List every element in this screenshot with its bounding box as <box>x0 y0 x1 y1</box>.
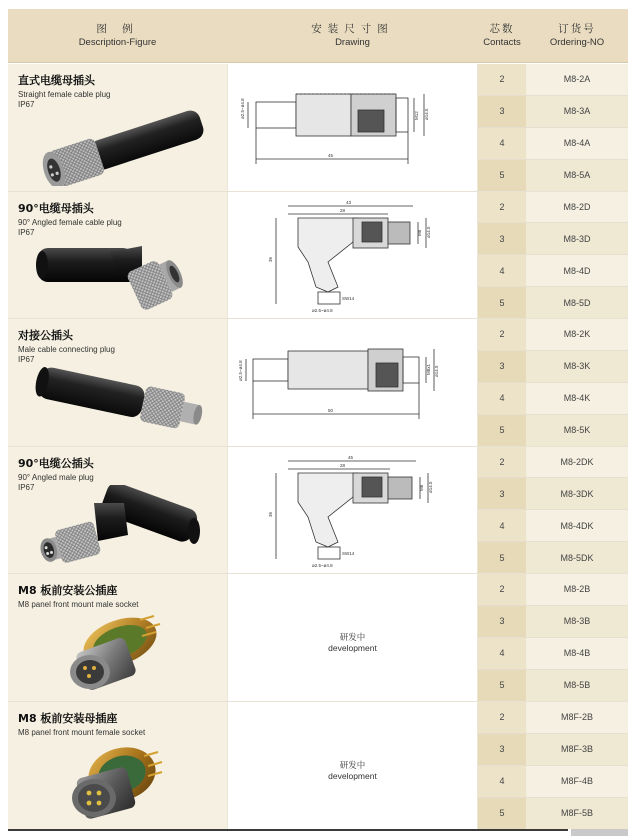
order-cells <box>478 574 628 701</box>
product-title-cn: 90°电缆母插头 <box>18 201 94 215</box>
dim-cable: ø2.5~ø4.8 <box>240 98 245 119</box>
order-number-cell: M8-4A <box>526 128 628 159</box>
contacts-cell: 3 <box>478 223 526 254</box>
drawing-angled-male <box>228 447 477 574</box>
order-number-cell: M8-3DK <box>526 478 628 509</box>
order-cells <box>478 319 628 446</box>
product-description <box>8 319 227 446</box>
order-cells <box>478 447 628 574</box>
angled-female-plug-image <box>30 232 210 316</box>
header-drawing <box>227 9 478 62</box>
order-number-cell: M8-3D <box>526 223 628 254</box>
product-description <box>8 574 227 701</box>
panel-male-socket-image <box>58 610 178 698</box>
order-number-cell: M8-3A <box>526 96 628 127</box>
dim-wrench: SW14 <box>342 550 355 556</box>
header-contacts <box>478 9 526 62</box>
dim-cable: ø2.5~ø4.8 <box>312 562 333 568</box>
table-header <box>8 9 628 63</box>
table-row <box>478 128 628 160</box>
technical-drawing <box>227 447 478 574</box>
table-row <box>478 574 628 606</box>
table-row <box>478 160 628 191</box>
product-rating: IP67 <box>18 482 35 492</box>
contacts-cell: 5 <box>478 542 526 573</box>
header-description-cn: 图 例 <box>96 22 139 35</box>
dim-width: 45 <box>348 454 354 460</box>
product-description <box>8 447 227 574</box>
dim-thread: M8x1 <box>426 363 431 375</box>
order-number-cell: M8-5A <box>526 160 628 191</box>
product-rating: IP67 <box>18 227 35 237</box>
contacts-cell: 2 <box>478 447 526 478</box>
order-number-cell: M8-3K <box>526 351 628 382</box>
technical-drawing <box>227 319 478 446</box>
table-row <box>478 64 628 96</box>
dim-width: 43 <box>346 199 352 205</box>
contacts-cell: 4 <box>478 510 526 541</box>
order-cells <box>478 192 628 319</box>
contacts-cell: 2 <box>478 319 526 350</box>
drawing-placeholder <box>227 702 478 830</box>
order-cells <box>478 702 628 830</box>
header-description-en: Description-Figure <box>78 36 157 48</box>
header-drawing-en: Drawing <box>335 36 370 48</box>
header-contacts-en: Contacts <box>483 36 521 48</box>
table-row <box>478 766 628 798</box>
product-title-en: Male cable connecting plug <box>18 345 115 354</box>
table-row <box>478 223 628 255</box>
product-title-cn: M8 板前安装公插座 <box>18 584 118 597</box>
table-row <box>478 383 628 415</box>
table-row <box>478 287 628 318</box>
dim-length: 45 <box>328 153 334 158</box>
product-title-cn: 90°电缆公插头 <box>18 456 94 470</box>
table-row <box>478 606 628 638</box>
contacts-cell: 3 <box>478 734 526 765</box>
contacts-cell: 5 <box>478 798 526 829</box>
product-description <box>8 702 227 830</box>
development-note-en: development <box>328 770 377 781</box>
contacts-cell: 2 <box>478 702 526 733</box>
order-number-cell: M8-3B <box>526 606 628 637</box>
order-number-cell: M8-4D <box>526 255 628 286</box>
table-row <box>478 670 628 701</box>
drawing-placeholder <box>227 574 478 701</box>
dim-thread: M12 <box>414 111 419 120</box>
contacts-cell: 2 <box>478 574 526 605</box>
header-contacts-cn: 芯数 <box>489 22 515 35</box>
contacts-cell: 4 <box>478 766 526 797</box>
development-note-cn: 研发中 <box>339 759 366 770</box>
table-row <box>478 734 628 766</box>
straight-female-plug-image <box>30 106 220 186</box>
header-drawing-cn: 安装尺寸图 <box>311 22 394 35</box>
order-number-cell: M8-4B <box>526 638 628 669</box>
dim-diameter: ø14.5 <box>426 225 431 238</box>
drawing-straight-female <box>228 64 477 191</box>
table-row <box>478 478 628 510</box>
table-row <box>478 415 628 446</box>
contacts-cell: 3 <box>478 96 526 127</box>
technical-drawing <box>227 64 478 191</box>
contacts-cell: 3 <box>478 606 526 637</box>
order-number-cell: M8-2K <box>526 319 628 350</box>
table-row <box>478 255 628 287</box>
panel-female-socket-image <box>58 738 178 826</box>
dim-diameter: ø14.5 <box>424 108 429 120</box>
contacts-cell: 5 <box>478 287 526 318</box>
contacts-cell: 4 <box>478 255 526 286</box>
dim-thread: M8 <box>417 229 422 236</box>
product-rating: IP67 <box>18 355 35 364</box>
dim-height: 36 <box>268 511 273 517</box>
header-ordering <box>526 9 628 62</box>
order-number-cell: M8-5B <box>526 670 628 701</box>
order-number-cell: M8-2A <box>526 64 628 95</box>
contacts-cell: 5 <box>478 415 526 446</box>
dim-diameter: ø14.5 <box>434 365 439 377</box>
order-number-cell: M8F-3B <box>526 734 628 765</box>
order-number-cell: M8-2B <box>526 574 628 605</box>
technical-drawing <box>227 192 478 319</box>
dim-thread: M8 <box>419 484 424 491</box>
drawing-angled-female <box>228 192 477 319</box>
male-connecting-plug-image <box>28 361 218 441</box>
development-note-en: development <box>328 643 377 653</box>
drawing-male-connecting <box>228 319 477 446</box>
contacts-cell: 2 <box>478 192 526 223</box>
product-title-en: 90° Angled male plug <box>18 472 94 482</box>
table-row <box>478 351 628 383</box>
dim-offset: 28 <box>340 207 346 213</box>
table-row <box>478 319 628 351</box>
order-number-cell: M8F-5B <box>526 798 628 829</box>
dim-cable: ø2.5~ø4.8 <box>312 307 333 313</box>
order-number-cell: M8-4K <box>526 383 628 414</box>
product-title-cn: 对接公插头 <box>18 329 73 342</box>
product-row-panel-female <box>8 702 628 830</box>
order-number-cell: M8F-4B <box>526 766 628 797</box>
product-title-en: M8 panel front mount male socket <box>18 600 139 609</box>
product-title-en: M8 panel front mount female socket <box>18 727 146 737</box>
contacts-cell: 5 <box>478 160 526 191</box>
product-row-angled-male <box>8 447 628 575</box>
order-number-cell: M8-4DK <box>526 510 628 541</box>
product-title-en: 90° Angled female cable plug <box>18 217 122 227</box>
contacts-cell: 5 <box>478 670 526 701</box>
contacts-cell: 3 <box>478 351 526 382</box>
footer-divider <box>8 829 568 831</box>
product-row-panel-male <box>8 574 628 702</box>
table-row <box>478 447 628 479</box>
header-description <box>8 9 227 62</box>
order-number-cell: M8-2DK <box>526 447 628 478</box>
product-row-angled-female <box>8 192 628 320</box>
order-cells <box>478 64 628 191</box>
product-rating: IP67 <box>18 100 35 109</box>
dim-length: 50 <box>328 408 334 413</box>
order-number-cell: M8F-2B <box>526 702 628 733</box>
table-row <box>478 702 628 734</box>
contacts-cell: 4 <box>478 128 526 159</box>
dim-wrench: SW14 <box>342 295 355 301</box>
product-description <box>8 192 227 319</box>
order-number-cell: M8-5K <box>526 415 628 446</box>
angled-male-plug-image <box>34 485 214 571</box>
dim-height: 36 <box>268 256 273 262</box>
table-row <box>478 510 628 542</box>
dim-cable: ø2.5~ø4.8 <box>238 360 243 381</box>
order-number-cell: M8-5D <box>526 287 628 318</box>
product-table <box>8 64 628 829</box>
product-row-male-connecting <box>8 319 628 447</box>
table-row <box>478 192 628 224</box>
product-row-straight-female <box>8 64 628 192</box>
dim-offset: 28 <box>340 462 346 468</box>
development-note <box>228 760 477 782</box>
table-row <box>478 798 628 829</box>
development-note-cn: 研发中 <box>339 632 366 642</box>
product-description <box>8 64 227 191</box>
order-number-cell: M8-5DK <box>526 542 628 573</box>
product-title-cn: M8 板前安装母插座 <box>18 711 118 725</box>
contacts-cell: 3 <box>478 478 526 509</box>
table-row <box>478 542 628 573</box>
development-note <box>228 632 477 654</box>
order-number-cell: M8-2D <box>526 192 628 223</box>
table-row <box>478 638 628 670</box>
header-ordering-en: Ordering-NO <box>549 36 605 48</box>
product-title-en: Straight female cable plug <box>18 90 111 99</box>
contacts-cell: 2 <box>478 64 526 95</box>
contacts-cell: 4 <box>478 638 526 669</box>
footer-tab <box>571 829 628 836</box>
product-title-cn: 直式电缆母插头 <box>18 74 95 87</box>
table-row <box>478 96 628 128</box>
contacts-cell: 4 <box>478 383 526 414</box>
dim-diameter: ø14.5 <box>428 480 433 493</box>
header-ordering-cn: 订货号 <box>558 22 596 35</box>
